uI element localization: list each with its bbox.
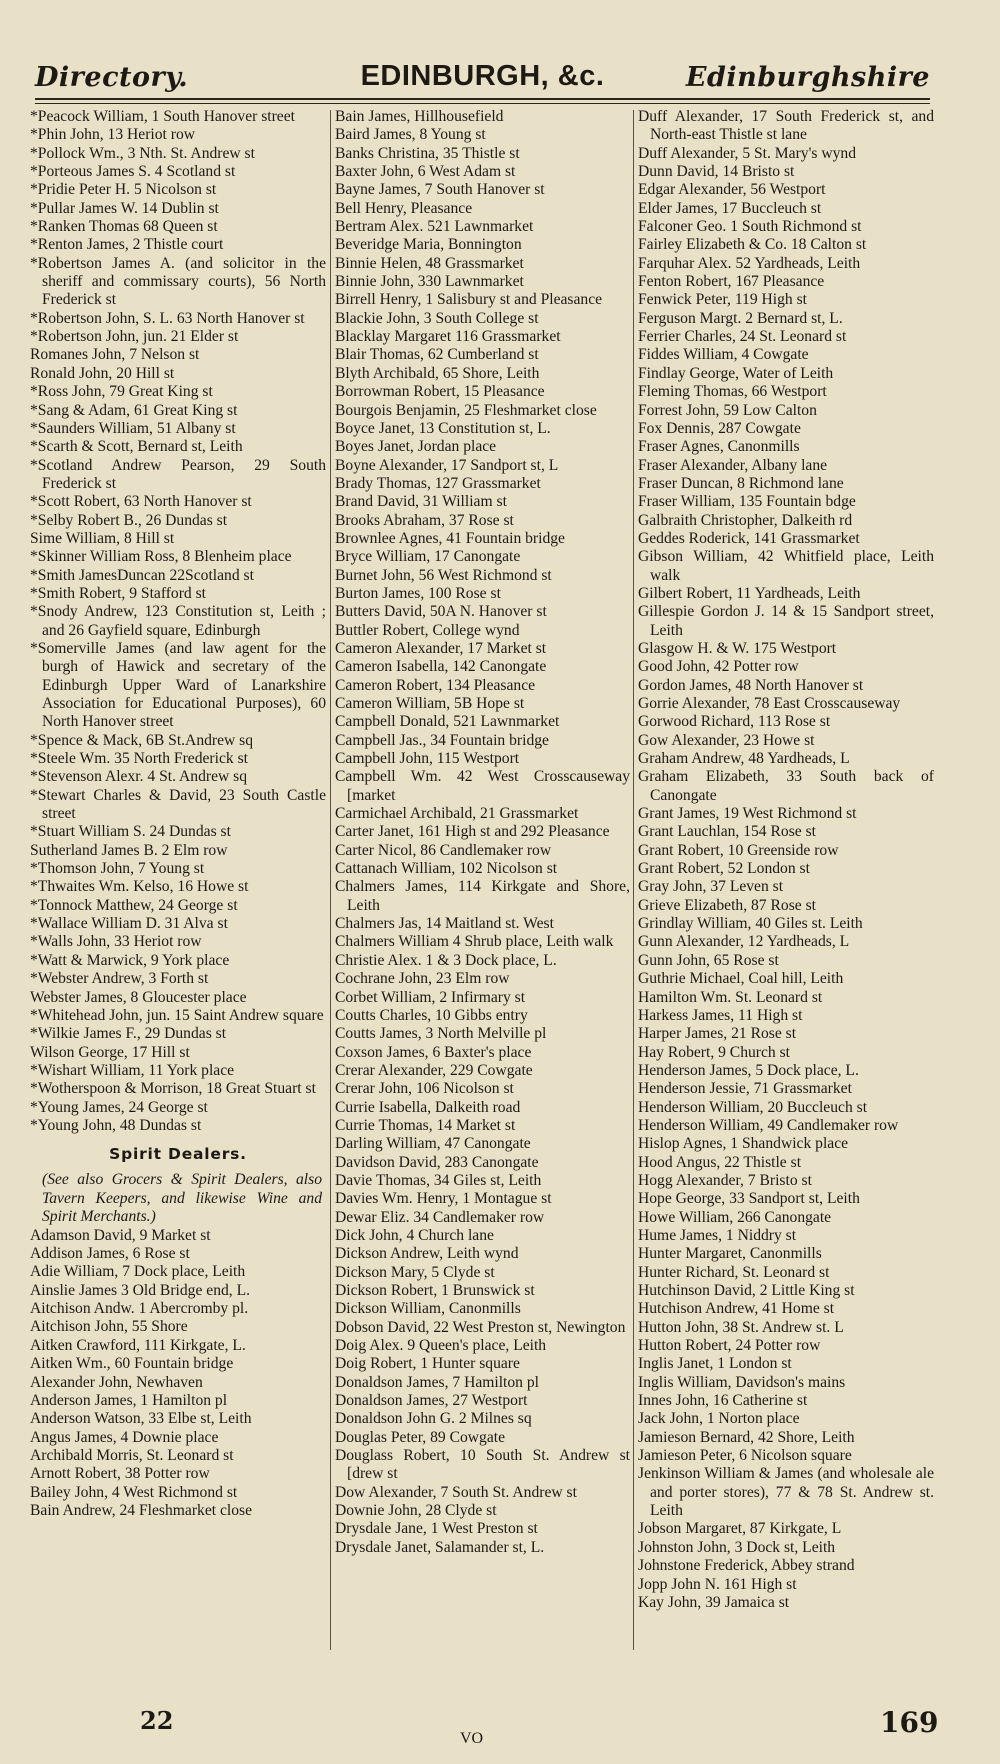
- directory-entry: Dow Alexander, 7 South St. Andrew st: [335, 1483, 577, 1501]
- directory-entry: Gorrie Alexander, 78 East Crosscauseway: [638, 695, 901, 712]
- directory-entry: *Young John, 48 Dundas st: [30, 1116, 202, 1134]
- directory-entry: Edgar Alexander, 56 Westport: [638, 181, 826, 199]
- directory-entry: Jamieson Bernard, 42 Shore, Leith: [638, 1428, 855, 1446]
- directory-entry: *Phin John, 13 Heriot row: [30, 126, 196, 144]
- directory-entry: Grieve Elizabeth, 87 Rose st: [638, 896, 816, 914]
- directory-entry: Jobson Margaret, 87 Kirkgate, L: [638, 1520, 842, 1538]
- directory-entry: Boyce Janet, 13 Constitution st, L.: [335, 419, 551, 437]
- directory-entry: Geddes Roderick, 141 Grassmarket: [638, 529, 860, 547]
- directory-entry: *Pridie Peter H. 5 Nicolson st: [30, 181, 217, 199]
- directory-entry: Cochrane John, 23 Elm row: [335, 970, 510, 988]
- signature-mark: 22: [140, 1706, 174, 1735]
- directory-entry: Farquhar Alex. 52 Yardheads, Leith: [638, 254, 861, 272]
- directory-entry: Henderson James, 5 Dock place, L.: [638, 1061, 859, 1079]
- directory-entry: Wilson George, 17 Hill st: [30, 1043, 190, 1061]
- directory-entry: Cameron Robert, 134 Pleasance: [335, 676, 536, 694]
- directory-entry: Fraser Agnes, Canonmills: [638, 438, 800, 456]
- directory-entry: Guthrie Michael, Coal hill, Leith: [638, 970, 844, 988]
- directory-entry: *Peacock William, 1 South Hanover street: [30, 108, 295, 125]
- directory-entry: *Robertson John, jun. 21 Elder st: [30, 328, 239, 346]
- directory-entry: Falconer Geo. 1 South Richmond st: [638, 218, 862, 236]
- directory-entry: *Somerville James (and law agent for the burgh of Hawick and secretary of the Edinburgh Upper Ward of Lanarkshire Association for Educational Purposes), 60 North Hanover street: [30, 639, 326, 731]
- directory-entry: Angus James, 4 Downie place: [30, 1428, 219, 1446]
- directory-entry: Downie John, 28 Clyde st: [335, 1502, 497, 1520]
- directory-entry: Brooks Abraham, 37 Rose st: [335, 511, 514, 529]
- directory-entry: Fenwick Peter, 119 High st: [638, 291, 808, 309]
- directory-entry: Burnet John, 56 West Richmond st: [335, 566, 552, 584]
- directory-entry: Fraser Alexander, Albany lane: [638, 456, 828, 474]
- directory-entry: Currie Thomas, 14 Market st: [335, 1116, 516, 1134]
- directory-entry: Bertram Alex. 521 Lawnmarket: [335, 218, 534, 236]
- center-mark: VO: [460, 1730, 484, 1747]
- directory-entry: *Whitehead John, jun. 15 Saint Andrew square: [30, 1006, 324, 1024]
- directory-entry: *Ross John, 79 Great King st: [30, 383, 213, 401]
- directory-entry: Dick John, 4 Church lane: [335, 1226, 494, 1244]
- directory-entry: Romanes John, 7 Nelson st: [30, 346, 200, 364]
- directory-entry: Hutchinson David, 2 Little King st: [638, 1282, 855, 1299]
- directory-entry: Darling William, 47 Canongate: [335, 1135, 531, 1153]
- directory-entry: Elder James, 17 Buccleuch st: [638, 199, 822, 217]
- directory-entry: Addison James, 6 Rose st: [30, 1245, 190, 1263]
- directory-entry: Chalmers William 4 Shrub place, Leith walk: [335, 933, 614, 951]
- directory-entry: Cameron Isabella, 142 Canongate: [335, 658, 547, 676]
- directory-entry: Bryce William, 17 Canongate: [335, 548, 521, 566]
- directory-entry: Hutchison Andrew, 41 Home st: [638, 1300, 835, 1318]
- directory-entry: Crerar Alexander, 229 Cowgate: [335, 1061, 533, 1079]
- directory-entry: *Ranken Thomas 68 Queen st: [30, 218, 218, 236]
- directory-entry: *Porteous James S. 4 Scotland st: [30, 163, 236, 181]
- directory-entry: *Stuart William S. 24 Dundas st: [30, 823, 231, 841]
- directory-entry: Donaldson James, 7 Hamilton pl: [335, 1373, 539, 1391]
- column-3: [638, 108, 934, 1708]
- directory-entry: Duff Alexander, 17 South Frederick st, and North-east Thistle st lane: [638, 108, 934, 144]
- directory-entry: *Steele Wm. 35 North Frederick st: [30, 750, 248, 768]
- directory-entry: Harkess James, 11 High st: [638, 1006, 803, 1024]
- directory-entry: Jopp John N. 161 High st: [638, 1575, 797, 1593]
- directory-entry: Dickson Mary, 5 Clyde st: [335, 1263, 495, 1281]
- directory-entry: Brand David, 31 William st: [335, 493, 507, 511]
- section-heading: Spirit Dealers.: [109, 1145, 247, 1164]
- directory-entry: Anderson James, 1 Hamilton pl: [30, 1391, 228, 1409]
- directory-entry: Gunn John, 65 Rose st: [638, 951, 779, 969]
- directory-entry: *Wishart William, 11 York place: [30, 1061, 235, 1079]
- column-divider: [330, 110, 331, 1650]
- directory-entry: Graham Elizabeth, 33 South back of Canongate: [638, 768, 934, 804]
- directory-entry: Brownlee Agnes, 41 Fountain bridge: [335, 529, 565, 547]
- directory-entry: *Thomson John, 7 Young st: [30, 860, 205, 878]
- directory-entry: Dickson Robert, 1 Brunswick st: [335, 1282, 535, 1299]
- directory-entry: Blyth Archibald, 65 Shore, Leith: [335, 364, 540, 382]
- directory-entry: *Robertson James A. (and solicitor in the sheriff and commissary courts), 56 North Frederick st: [30, 254, 326, 309]
- directory-entry: *Watt & Marwick, 9 York place: [30, 951, 230, 969]
- directory-entry: Cameron William, 5B Hope st: [335, 695, 525, 712]
- directory-entry: *Walls John, 33 Heriot row: [30, 933, 202, 951]
- running-head: [35, 58, 930, 98]
- directory-entry: Archibald Morris, St. Leonard st: [30, 1446, 234, 1464]
- running-head-title: EDINBURGH, &c.: [360, 60, 605, 92]
- directory-entry: Jack John, 1 Norton place: [638, 1410, 800, 1428]
- directory-entry: Grant James, 19 West Richmond st: [638, 805, 857, 823]
- directory-entry: Coxson James, 6 Baxter's place: [335, 1043, 532, 1061]
- directory-entry: Campbell John, 115 Westport: [335, 750, 520, 768]
- directory-entry: Binnie Helen, 48 Grassmarket: [335, 254, 524, 272]
- directory-entry: Henderson William, 20 Buccleuch st: [638, 1098, 868, 1116]
- directory-entry: Ferrier Charles, 24 St. Leonard st: [638, 328, 847, 346]
- directory-entry: Aitchison John, 55 Shore: [30, 1318, 188, 1336]
- directory-entry: Hume James, 1 Niddry st: [638, 1226, 797, 1244]
- directory-entry: Campbell Donald, 521 Lawnmarket: [335, 713, 560, 731]
- directory-entry: Henderson William, 49 Candlemaker row: [638, 1116, 899, 1134]
- directory-entry: Blair Thomas, 62 Cumberland st: [335, 346, 539, 364]
- running-head-right: Edinburghshire: [685, 62, 930, 93]
- directory-entry: Aitchison Andw. 1 Abercromby pl.: [30, 1300, 249, 1318]
- directory-entry: *Pollock Wm., 3 Nth. St. Andrew st: [30, 144, 255, 162]
- directory-entry: *Stewart Charles & David, 23 South Castle street: [30, 786, 326, 823]
- directory-entry: Beveridge Maria, Bonnington: [335, 236, 522, 254]
- directory-entry: Fraser William, 135 Fountain bdge: [638, 493, 856, 511]
- directory-entry: Gorwood Richard, 113 Rose st: [638, 713, 831, 731]
- directory-entry: Jamieson Peter, 6 Nicolson square: [638, 1447, 852, 1465]
- header-rule: [35, 98, 930, 104]
- directory-entry: *Pullar James W. 14 Dublin st: [30, 199, 219, 217]
- directory-entry: *Tonnock Matthew, 24 George st: [30, 896, 238, 914]
- directory-entry: Bailey John, 4 West Richmond st: [30, 1483, 238, 1501]
- directory-entry: Coutts Charles, 10 Gibbs entry: [335, 1006, 528, 1024]
- directory-entry: Jenkinson William & James (and wholesale ale and porter stores), 77 & 78 St. Andrew st. Leith: [638, 1465, 934, 1520]
- directory-entry: Johnstone Frederick, Abbey strand: [638, 1557, 855, 1575]
- directory-entry: *Smith JamesDuncan 22Scotland st: [30, 566, 254, 584]
- directory-entry: Boyes Janet, Jordan place: [335, 438, 497, 456]
- column-1: [30, 108, 326, 1708]
- directory-entry: Bain James, Hillhousefield: [335, 108, 504, 125]
- directory-entry: *Wilkie James F., 29 Dundas st: [30, 1025, 227, 1043]
- directory-entry: Kay John, 39 Jamaica st: [638, 1593, 790, 1611]
- directory-entry: Anderson Watson, 33 Elbe st, Leith: [30, 1410, 252, 1428]
- directory-entry: Hislop Agnes, 1 Shandwick place: [638, 1135, 849, 1153]
- directory-entry: Bourgois Benjamin, 25 Fleshmarket close: [335, 401, 597, 419]
- directory-entry: Blacklay Margaret 116 Grassmarket: [335, 328, 561, 346]
- directory-entry: Sutherland James B. 2 Elm row: [30, 841, 228, 859]
- directory-entry: Howe William, 266 Canongate: [638, 1208, 832, 1226]
- directory-entry: Duff Alexander, 5 St. Mary's wynd: [638, 144, 857, 162]
- directory-entry: Gillespie Gordon J. 14 & 15 Sandport street, Leith: [638, 603, 934, 639]
- column-2: [335, 108, 630, 1708]
- directory-entry: Chalmers Jas, 14 Maitland st. West: [335, 915, 554, 933]
- directory-entry: Chalmers James, 114 Kirkgate and Shore, Leith: [335, 878, 630, 914]
- directory-entry: Forrest John, 59 Low Calton: [638, 401, 817, 419]
- directory-entry: Fraser Duncan, 8 Richmond lane: [638, 474, 844, 492]
- directory-entry: *Snody Andrew, 123 Constitution st, Leith ; and 26 Gayfield square, Edinburgh: [30, 603, 326, 639]
- directory-entry: Dobson David, 22 West Preston st, Newington: [335, 1318, 626, 1336]
- section-note: (See also Grocers & Spirit Dealers, also Tavern Keepers, and likewise Wine and Spirit Merchants.): [42, 1171, 322, 1226]
- directory-entry: Graham Andrew, 48 Yardheads, L: [638, 750, 850, 768]
- directory-entry: Gunn Alexander, 12 Yardheads, L: [638, 933, 850, 951]
- directory-entry: *Stevenson Alexr. 4 St. Andrew sq: [30, 768, 248, 786]
- directory-entry: Christie Alex. 1 & 3 Dock place, L.: [335, 951, 557, 969]
- directory-entry: Dickson William, Canonmills: [335, 1300, 521, 1318]
- directory-entry: Buttler Robert, College wynd: [335, 621, 520, 639]
- page-number: 169: [880, 1706, 939, 1739]
- directory-entry: *Thwaites Wm. Kelso, 16 Howe st: [30, 878, 249, 896]
- directory-entry: Gow Alexander, 23 Howe st: [638, 731, 815, 749]
- directory-entry: Fenton Robert, 167 Pleasance: [638, 273, 825, 291]
- directory-entry: Dunn David, 14 Bristo st: [638, 163, 795, 181]
- directory-entry: Bain Andrew, 24 Fleshmarket close: [30, 1501, 253, 1519]
- directory-entry: Grant Lauchlan, 154 Rose st: [638, 823, 816, 841]
- directory-entry: *Scott Robert, 63 North Hanover st: [30, 493, 252, 511]
- directory-entry: Donaldson James, 27 Westport: [335, 1392, 528, 1410]
- directory-entry: Campbell Wm. 42 West Crosscauseway [market: [335, 768, 630, 804]
- directory-entry: *Skinner William Ross, 8 Blenheim place: [30, 548, 292, 566]
- directory-entry: Henderson Jessie, 71 Grassmarket: [638, 1080, 852, 1098]
- directory-entry: Gibson William, 42 Whitfield place, Leith walk: [638, 548, 934, 584]
- directory-entry: Boyne Alexander, 17 Sandport st, L: [335, 456, 559, 474]
- directory-entry: *Smith Robert, 9 Stafford st: [30, 584, 207, 602]
- directory-entry: *Young James, 24 George st: [30, 1098, 208, 1116]
- directory-entry: *Wallace William D. 31 Alva st: [30, 915, 228, 933]
- column-divider: [633, 110, 634, 1650]
- directory-entry: Corbet William, 2 Infirmary st: [335, 988, 526, 1006]
- directory-entry: Currie Isabella, Dalkeith road: [335, 1098, 521, 1116]
- directory-entry: Adamson David, 9 Market st: [30, 1226, 211, 1244]
- directory-entry: Doig Robert, 1 Hunter square: [335, 1355, 520, 1373]
- directory-entry: *Selby Robert B., 26 Dundas st: [30, 511, 228, 529]
- directory-entry: *Saunders William, 51 Albany st: [30, 419, 236, 437]
- directory-entry: Innes John, 16 Catherine st: [638, 1392, 808, 1410]
- directory-entry: Ainslie James 3 Old Bridge end, L.: [30, 1281, 251, 1299]
- directory-entry: Hamilton Wm. St. Leonard st: [638, 988, 823, 1006]
- directory-entry: Good John, 42 Potter row: [638, 658, 799, 676]
- directory-entry: Hunter Richard, St. Leonard st: [638, 1263, 830, 1281]
- directory-entry: Brady Thomas, 127 Grassmarket: [335, 474, 541, 492]
- directory-entry: Douglass Robert, 10 South St. Andrew st [drew st: [335, 1447, 630, 1483]
- directory-entry: Dewar Eliz. 34 Candlemaker row: [335, 1208, 545, 1226]
- directory-entry: Davies Wm. Henry, 1 Montague st: [335, 1190, 552, 1208]
- directory-entry: Adie William, 7 Dock place, Leith: [30, 1263, 246, 1281]
- directory-entry: Baxter John, 6 West Adam st: [335, 163, 516, 181]
- directory-entry: Bell Henry, Pleasance: [335, 199, 473, 217]
- directory-entry: Harper James, 21 Rose st: [638, 1025, 797, 1043]
- directory-entry: Ferguson Margt. 2 Bernard st, L.: [638, 309, 843, 327]
- directory-entry: Grindlay William, 40 Giles st. Leith: [638, 915, 863, 933]
- directory-entry: Carter Nicol, 86 Candlemaker row: [335, 841, 552, 859]
- directory-entry: Fox Dennis, 287 Cowgate: [638, 419, 801, 437]
- directory-entry: Fleming Thomas, 66 Westport: [638, 383, 827, 401]
- directory-entry: Crerar John, 106 Nicolson st: [335, 1080, 514, 1098]
- directory-entry: Hay Robert, 9 Church st: [638, 1043, 791, 1061]
- directory-entry: *Scotland Andrew Pearson, 29 South Frederick st: [30, 456, 326, 492]
- directory-entry: Cameron Alexander, 17 Market st: [335, 639, 547, 657]
- directory-entry: Inglis Janet, 1 London st: [638, 1355, 792, 1373]
- directory-entry: Grant Robert, 52 London st: [638, 860, 810, 878]
- directory-entry: *Wotherspoon & Morrison, 18 Great Stuart st: [30, 1080, 316, 1098]
- directory-entry: Butters David, 50A N. Hanover st: [335, 603, 547, 621]
- directory-entry: Glasgow H. & W. 175 Westport: [638, 639, 837, 657]
- directory-entry: Hutton John, 38 St. Andrew st. L: [638, 1318, 844, 1336]
- directory-entry: Aitken Wm., 60 Fountain bridge: [30, 1355, 234, 1373]
- directory-entry: Coutts James, 3 North Melville pl: [335, 1025, 547, 1043]
- directory-entry: Sime William, 8 Hill st: [30, 529, 175, 547]
- directory-entry: Donaldson John G. 2 Milnes sq: [335, 1410, 532, 1428]
- directory-entry: Banks Christina, 35 Thistle st: [335, 144, 520, 162]
- directory-entry: Gordon James, 48 North Hanover st: [638, 676, 864, 694]
- directory-entry: Campbell Jas., 34 Fountain bridge: [335, 731, 549, 749]
- directory-entry: Hunter Margaret, Canonmills: [638, 1245, 822, 1263]
- directory-entry: Drysdale Janet, Salamander st, L.: [335, 1538, 545, 1556]
- directory-entry: *Sang & Adam, 61 Great King st: [30, 401, 238, 419]
- directory-entry: Douglas Peter, 89 Cowgate: [335, 1428, 506, 1446]
- directory-entry: Hutton Robert, 24 Potter row: [638, 1337, 821, 1355]
- directory-entry: Blackie John, 3 South College st: [335, 309, 539, 327]
- directory-entry: Grant Robert, 10 Greenside row: [638, 841, 839, 859]
- directory-entry: Cattanach William, 102 Nicolson st: [335, 860, 558, 878]
- directory-entry: Alexander John, Newhaven: [30, 1373, 203, 1391]
- directory-entry: Borrowman Robert, 15 Pleasance: [335, 383, 545, 401]
- directory-entry: Inglis William, Davidson's mains: [638, 1373, 846, 1391]
- directory-entry: *Renton James, 2 Thistle court: [30, 236, 224, 254]
- running-head-left: Directory.: [35, 62, 189, 93]
- directory-entry: Hogg Alexander, 7 Bristo st: [638, 1171, 812, 1189]
- directory-entry: Binnie John, 330 Lawnmarket: [335, 273, 524, 291]
- directory-entry: Davidson David, 283 Canongate: [335, 1153, 539, 1171]
- directory-entry: *Spence & Mack, 6B St.Andrew sq: [30, 731, 254, 749]
- directory-entry: *Scarth & Scott, Bernard st, Leith: [30, 438, 243, 456]
- directory-entry: Gilbert Robert, 11 Yardheads, Leith: [638, 584, 861, 602]
- directory-entry: Fiddes William, 4 Cowgate: [638, 346, 809, 364]
- directory-entry: *Webster Andrew, 3 Forth st: [30, 970, 209, 988]
- directory-entry: Fairley Elizabeth & Co. 18 Calton st: [638, 236, 867, 254]
- directory-entry: Johnston John, 3 Dock st, Leith: [638, 1538, 836, 1556]
- directory-entry: Baird James, 8 Young st: [335, 126, 486, 144]
- directory-entry: Hope George, 33 Sandport st, Leith: [638, 1190, 860, 1208]
- directory-entry: Bayne James, 7 South Hanover st: [335, 181, 545, 199]
- directory-entry: Carter Janet, 161 High st and 292 Pleasance: [335, 823, 610, 841]
- directory-entry: Birrell Henry, 1 Salisbury st and Pleasance: [335, 291, 603, 309]
- directory-entry: Doig Alex. 9 Queen's place, Leith: [335, 1337, 547, 1355]
- directory-entry: Galbraith Christopher, Dalkeith rd: [638, 511, 853, 529]
- directory-entry: Burton James, 100 Rose st: [335, 584, 501, 602]
- directory-entry: Arnott Robert, 38 Potter row: [30, 1465, 210, 1483]
- directory-entry: Carmichael Archibald, 21 Grassmarket: [335, 805, 579, 823]
- directory-entry: Webster James, 8 Gloucester place: [30, 988, 247, 1006]
- directory-entry: Aitken Crawford, 111 Kirkgate, L.: [30, 1336, 246, 1354]
- directory-entry: Dickson Andrew, Leith wynd: [335, 1245, 519, 1263]
- directory-entry: Ronald John, 20 Hill st: [30, 364, 175, 382]
- directory-entry: Findlay George, Water of Leith: [638, 364, 834, 382]
- directory-entry: Drysdale Jane, 1 West Preston st: [335, 1520, 538, 1538]
- directory-entry: Davie Thomas, 34 Giles st, Leith: [335, 1171, 542, 1189]
- directory-entry: *Robertson John, S. L. 63 North Hanover st: [30, 309, 305, 327]
- directory-entry: Gray John, 37 Leven st: [638, 878, 784, 896]
- directory-entry: Hood Angus, 22 Thistle st: [638, 1153, 802, 1171]
